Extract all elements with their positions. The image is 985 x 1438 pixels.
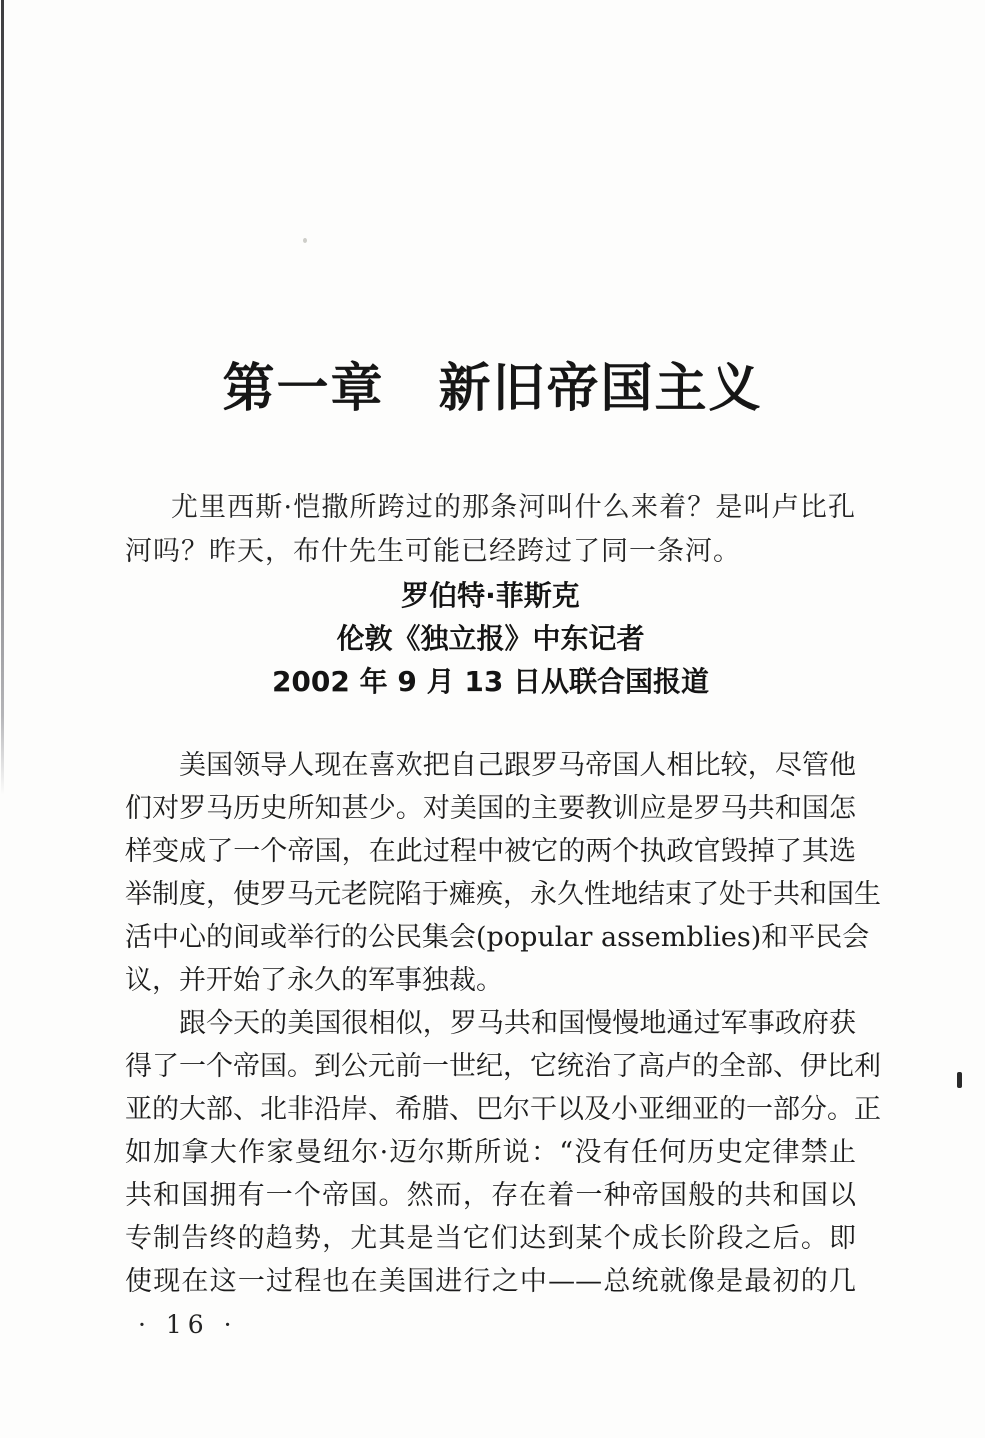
attribution-author: 罗伯特·菲斯克	[401, 579, 580, 612]
body-line: 议，并开始了永久的军事独裁。	[125, 965, 503, 996]
epigraph-line: 河吗？昨天，布什先生可能已经跨过了同一条河。	[125, 536, 741, 567]
body-line: 专制告终的趋势，尤其是当它们达到某个成长阶段之后。即	[125, 1223, 856, 1254]
attribution-role: 伦敦《独立报》中东记者	[336, 622, 645, 655]
page-number: · 16 ·	[138, 1310, 238, 1339]
body-text	[125, 744, 881, 1303]
epigraph-attribution	[125, 574, 856, 703]
scan-speck-top	[303, 238, 307, 243]
attribution-dateline: 2002 年 9 月 13 日从联合国报道	[271, 665, 710, 698]
body-line: 活中心的间或举行的公民集会(popular assemblies)和平民会	[125, 922, 870, 953]
body-line: 使现在这一过程也在美国进行之中——总统就像是最初的几	[125, 1266, 856, 1297]
body-line: 得了一个帝国。到公元前一世纪，它统治了高卢的全部、伊比利	[125, 1051, 881, 1082]
body-line: 样变成了一个帝国，在此过程中被它的两个执政官毁掉了其选	[125, 836, 856, 867]
body-line: 美国领导人现在喜欢把自己跟罗马帝国人相比较，尽管他	[179, 750, 856, 781]
body-line: 跟今天的美国很相似，罗马共和国慢慢地通过军事政府获	[179, 1008, 856, 1039]
chapter-title: 第一章 新旧帝国主义	[222, 358, 763, 419]
epigraph-line: 尤里西斯·恺撒所跨过的那条河叫什么来着？是叫卢比孔	[170, 492, 856, 523]
scan-speck-right	[957, 1072, 962, 1088]
body-line: 共和国拥有一个帝国。然而，存在着一种帝国般的共和国以	[125, 1180, 856, 1211]
epigraph	[125, 486, 856, 574]
body-line: 举制度，使罗马元老院陷于瘫痪，永久性地结束了处于共和国生	[125, 879, 881, 910]
body-line: 亚的大部、北非沿岸、希腊、巴尔干以及小亚细亚的一部分。正	[125, 1094, 881, 1125]
body-line: 们对罗马历史所知甚少。对美国的主要教训应是罗马共和国怎	[125, 793, 856, 824]
body-line: 如加拿大作家曼纽尔·迈尔斯所说：“没有任何历史定律禁止	[125, 1137, 856, 1168]
